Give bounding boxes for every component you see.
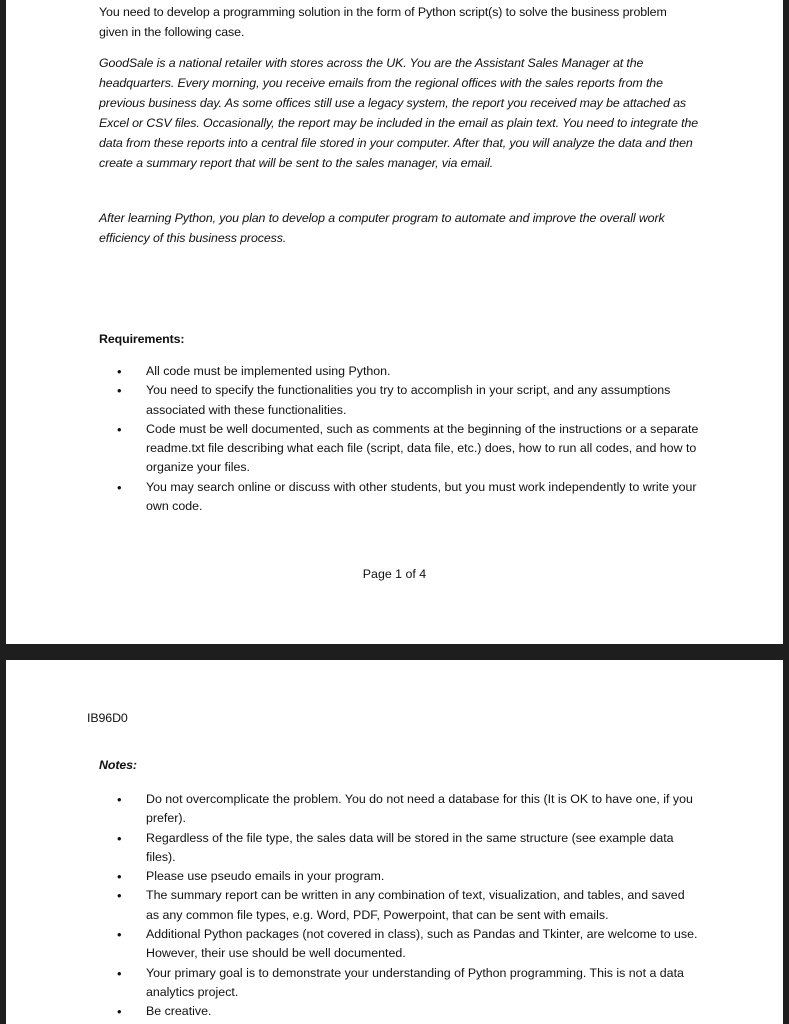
list-item: • Do not overcomplicate the problem. You do not need a database for this (It is OK to have one, if you prefer).	[99, 790, 699, 829]
notes-list	[99, 790, 699, 1022]
list-item: • All code must be implemented using Python.	[99, 362, 699, 381]
document-page-1	[6, 0, 783, 644]
list-item: • Regardless of the file type, the sales data will be stored in the same structure (see example data files).	[99, 829, 699, 868]
list-item: • Be creative.	[99, 1002, 699, 1021]
intro-paragraph: You need to develop a programming solution in the form of Python script(s) to solve the business problem given in the following case.	[99, 5, 667, 39]
document-page-2	[6, 660, 783, 1024]
list-item: • You may search online or discuss with other students, but you must work independently to write your own code.	[99, 478, 699, 517]
plan-paragraph: After learning Python, you plan to develop a computer program to automate and improve the overall work efficiency of this business process.	[99, 211, 665, 245]
list-item: • Additional Python packages (not covered in class), such as Pandas and Tkinter, are welcome to use. However, their use should be well documented.	[99, 925, 699, 964]
list-item: • Code must be well documented, such as comments at the beginning of the instructions or a separate readme.txt file describing what each file (script, data file, etc.) does, how to run all codes, and how to organize your files.	[99, 420, 699, 478]
requirements-heading: Requirements:	[99, 332, 185, 346]
notes-heading: Notes:	[99, 758, 137, 772]
list-item: • Your primary goal is to demonstrate your understanding of Python programming. This is not a data analytics project.	[99, 964, 699, 1003]
list-item: • The summary report can be written in any combination of text, visualization, and tables, and saved as any common file types, e.g. Word, PDF, Powerpoint, that can be sent with emails.	[99, 886, 699, 925]
list-item: • Please use pseudo emails in your program.	[99, 867, 699, 886]
course-code-header: IB96D0	[87, 711, 128, 725]
list-item: • You need to specify the functionalities you try to accomplish in your script, and any assumptions associated with these functionalities.	[99, 381, 699, 420]
page-number-footer: Page 1 of 4	[362, 567, 427, 581]
requirements-list	[99, 362, 699, 516]
case-paragraph: GoodSale is a national retailer with stores across the UK. You are the Assistant Sales Manager at the headquarters. Every morning, you receive emails from the regional offices with the sales reports from the previous business day. As some offices still use a legacy system, the report you received may be attached as Excel or CSV files. Occasionally, the report may be included in the email as plain text. You need to integrate the data from these reports into a central file stored in your computer. After that, you will analyze the data and then create a summary report that will be sent to the sales manager, via email.	[99, 56, 699, 170]
